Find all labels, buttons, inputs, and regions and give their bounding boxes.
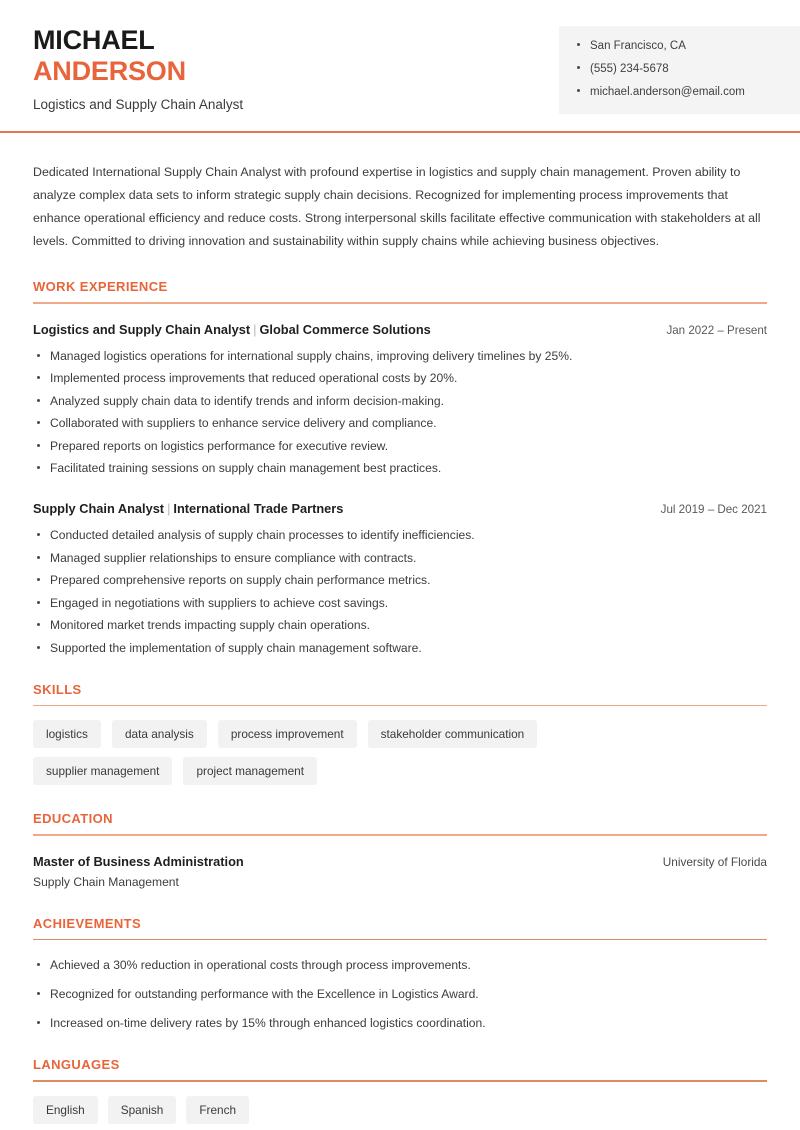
experience-role: Logistics and Supply Chain Analyst [33,321,251,337]
experience-bullet-text: Managed supplier relationships to ensure compliance with contracts. [50,550,417,565]
section-divider [33,302,767,304]
experience-bullet-text: Managed logistics operations for international supply chains, improving delivery timelines by 25%. [50,348,573,363]
achievement-bullet [33,986,767,1002]
contact-location-text: San Francisco, CA [590,40,686,52]
section-title-education: EDUCATION [33,811,113,827]
bullet-dot-icon [37,601,40,604]
last-name: ANDERSON [33,56,186,86]
bullet-dot-icon [37,646,40,649]
section-title-work-experience: WORK EXPERIENCE [33,279,168,294]
experience-bullet [33,348,767,364]
experience-bullet-text: Prepared comprehensive reports on supply chain performance metrics. [50,573,431,588]
experience-role: Supply Chain Analyst [33,501,165,517]
achievement-bullet [33,1015,767,1031]
section-title-languages: LANGUAGES [33,1057,120,1073]
language-pill: English [33,1096,98,1124]
contact-phone-text: (555) 234-5678 [590,63,669,75]
achievement-bullet-text: Recognized for outstanding performance with the Excellence in Logistics Award. [50,987,479,1002]
section-education [33,811,767,890]
bullet-dot-icon [577,66,580,69]
experience-bullet-text: Prepared reports on logistics performance for executive review. [50,438,389,453]
skill-pill: stakeholder communication [368,720,538,748]
experience-entry-header [33,500,767,518]
bullet-dot-icon [37,399,40,402]
experience-bullet [33,572,767,588]
experience-company: Global Commerce Solutions [259,321,431,337]
section-divider [33,834,767,836]
section-achievements [33,916,767,1032]
language-pill: Spanish [108,1096,177,1124]
experience-date-range: Jul 2019 – Dec 2021 [660,503,767,517]
language-pill: French [186,1096,249,1124]
headline-job-title: Logistics and Supply Chain Analyst [33,97,244,112]
experience-bullet-text: Facilitated training sessions on supply chain management best practices. [50,461,442,476]
skill-pill: process improvement [218,720,357,748]
achievement-bullet-text: Increased on-time delivery rates by 15% through enhanced logistics coordination. [50,1016,486,1031]
bullet-dot-icon [577,43,580,46]
title-separator: | [167,501,171,517]
experience-bullet-text: Supported the implementation of supply chain management software. [50,640,422,655]
experience-bullet [33,370,767,386]
contact-item-location [577,39,786,53]
experience-title-line [33,500,343,517]
education-school: University of Florida [662,854,767,869]
section-divider [33,1080,767,1082]
bullet-dot-icon [37,1021,40,1024]
bullet-dot-icon [37,444,40,447]
experience-bullet [33,595,767,611]
education-entry [33,853,767,890]
experience-bullet [33,393,767,409]
bullet-dot-icon [37,533,40,536]
skill-pill: project management [183,757,317,785]
experience-bullet [33,527,767,543]
contact-item-phone [577,62,786,76]
contact-item-email [577,85,786,99]
section-work-experience [33,279,767,656]
experience-bullet-text: Conducted detailed analysis of supply chain processes to identify inefficiencies. [50,528,475,543]
experience-bullet [33,617,767,633]
education-entry-header [33,853,767,871]
experience-bullet-text: Analyzed supply chain data to identify trends and inform decision-making. [50,393,444,408]
bullet-dot-icon [37,963,40,966]
section-title-skills: SKILLS [33,681,82,697]
professional-summary: Dedicated International Supply Chain Analyst with profound expertise in logistics and supply chain management. Proven ability to analyze complex data sets to inform strategic supply chain decisions. Recognized for implementing process improvements that enhance operational efficiency and reduce costs. Strong interpersonal skills facilitate effective communication with stakeholders at all levels. Committed to driving innovation and sustainability within supply chains while achieving business objectives. [33,165,761,248]
title-separator: | [253,321,257,337]
achievement-bullet-text: Achieved a 30% reduction in operational costs through process improvements. [50,958,471,973]
bullet-dot-icon [37,354,40,357]
experience-bullet [33,415,767,431]
experience-bullet-text: Monitored market trends impacting supply chain operations. [50,618,370,633]
bullet-dot-icon [37,623,40,626]
experience-entry [33,500,767,656]
bullet-dot-icon [577,89,580,92]
contact-info-box [559,26,800,114]
header-divider [0,131,800,133]
experience-bullet [33,640,767,656]
experience-entry-header [33,321,767,339]
resume-content [0,161,800,1124]
education-field-of-study: Supply Chain Management [33,874,179,889]
experience-date-range: Jan 2022 – Present [666,323,767,337]
experience-bullet-text: Engaged in negotiations with suppliers to achieve cost savings. [50,595,389,610]
experience-bullet-list [33,527,767,656]
skill-pill: data analysis [112,720,207,748]
bullet-dot-icon [37,421,40,424]
experience-bullet [33,550,767,566]
bullet-dot-icon [37,992,40,995]
experience-bullet [33,460,767,476]
experience-bullet [33,438,767,454]
experience-bullet-text: Collaborated with suppliers to enhance service delivery and compliance. [50,416,437,431]
experience-title-line [33,321,431,338]
bullet-dot-icon [37,376,40,379]
section-divider [33,939,767,941]
bullet-dot-icon [37,556,40,559]
achievements-bullet-list [33,957,767,1031]
experience-bullet-text: Implemented process improvements that reduced operational costs by 20%. [50,371,458,386]
bullet-dot-icon [37,578,40,581]
experience-company: International Trade Partners [173,501,344,517]
education-degree: Master of Business Administration [33,853,244,869]
section-languages [33,1057,767,1124]
contact-email-text: michael.anderson@email.com [590,86,745,98]
experience-bullet-list [33,348,767,477]
languages-pill-list [33,1096,453,1124]
first-name: MICHAEL [33,25,155,55]
section-divider [33,705,767,707]
achievement-bullet [33,957,767,973]
resume-header [0,0,800,133]
section-skills [33,682,767,786]
bullet-dot-icon [37,466,40,469]
experience-entry [33,321,767,477]
identity-block [33,25,243,113]
skills-pill-list [33,720,673,785]
section-title-achievements: ACHIEVEMENTS [33,915,142,931]
skill-pill: supplier management [33,757,172,785]
skill-pill: logistics [33,720,101,748]
